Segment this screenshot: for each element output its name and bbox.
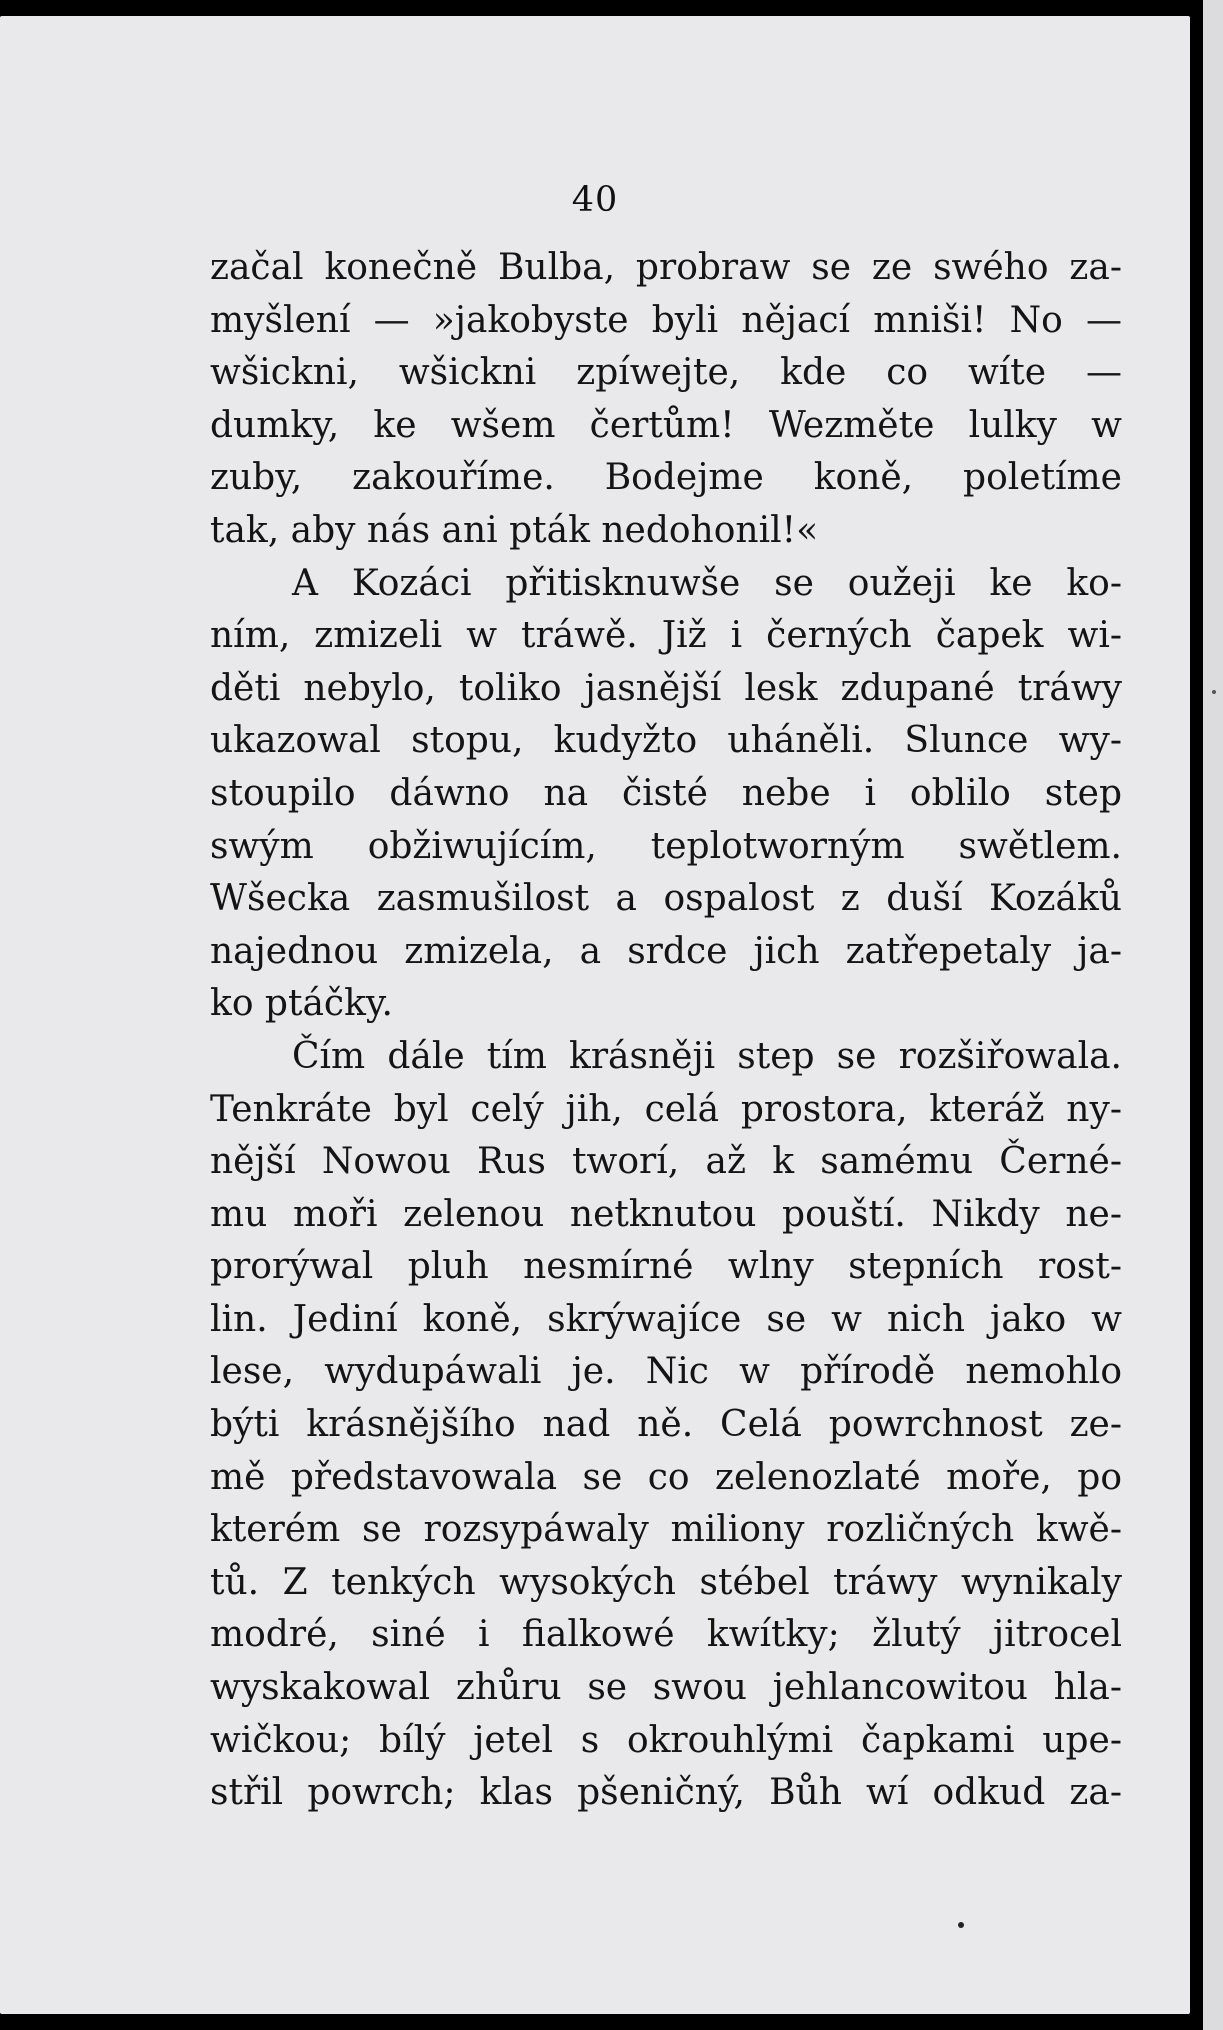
text-line-21: lin. Jediní koně, skrýwajíce se w nich jako w xyxy=(210,1298,1122,1340)
text-line-13: Wšecka zasmušilost a ospalost z duší Kozáků xyxy=(210,878,1122,920)
text-line-5: zuby, zakouříme. Bodejme koně, poletíme xyxy=(210,457,1122,499)
text-line-2: myšlení — »jakobyste byli nějací mniši! No — xyxy=(210,299,1122,341)
text-line-23: býti krásnějšího nad ně. Celá powrchnost ze- xyxy=(210,1404,1122,1446)
text-line-11: stoupilo dáwno na čisté nebe i oblilo step xyxy=(210,772,1122,814)
text-line-9: děti nebylo, toliko jasnější lesk zdupané tráwy xyxy=(210,667,1122,709)
text-line-6: tak, aby nás ani pták nedohonil!« xyxy=(210,509,819,551)
text-line-25: kterém se rozsypáwaly miliony rozličných kwě- xyxy=(210,1509,1122,1551)
text-line-24: mě představowala se co zelenozlaté moře, po xyxy=(210,1456,1122,1498)
text-line-7: A Kozáci přitisknuwše se oužeji ke ko- xyxy=(292,562,1122,604)
text-line-18: nější Nowou Rus tworí, až k samému Černé- xyxy=(210,1141,1122,1183)
text-line-10: ukazowal stopu, kudyžto uháněli. Slunce wy- xyxy=(210,720,1122,762)
text-line-30: střil powrch; klas pšeničný, Bůh wí odkud za- xyxy=(210,1772,1122,1814)
adjacent-page-edge xyxy=(1203,0,1223,2030)
page-number: 40 xyxy=(571,180,619,220)
text-line-19: mu moři zelenou netknutou pouští. Nikdy ne- xyxy=(210,1193,1122,1235)
text-line-14: najednou zmizela, a srdce jich zatřepetaly ja- xyxy=(210,930,1122,972)
text-line-27: modré, siné i fialkowé kwítky; žlutý jitrocel xyxy=(210,1614,1122,1656)
text-line-29: wičkou; bílý jetel s okrouhlými čapkami upe- xyxy=(210,1719,1122,1761)
text-line-28: wyskakowal zhůru se swou jehlancowitou hla- xyxy=(210,1667,1122,1709)
text-line-22: lese, wydupáwali je. Nic w přírodě nemohlo xyxy=(210,1351,1122,1393)
text-line-12: swým obžiwujícím, teplotworným swětlem. xyxy=(210,825,1122,867)
text-line-16: Čím dále tím krásněji step se rozšiřowala. xyxy=(292,1035,1122,1077)
ink-speck xyxy=(1212,690,1216,694)
text-line-8: ním, zmizeli w tráwě. Již i černých čapek wi- xyxy=(210,615,1122,657)
text-line-20: prorýwal pluh nesmírné wlny stepních rost- xyxy=(210,1246,1122,1288)
text-line-26: tů. Z tenkých wysokých stébel tráwy wynikaly xyxy=(210,1561,1122,1603)
ink-speck xyxy=(958,1922,964,1928)
text-line-15: ko ptáčky. xyxy=(210,983,393,1025)
body-text xyxy=(210,242,1122,1820)
text-line-17: Tenkráte byl celý jih, celá prostora, kteráž ny- xyxy=(210,1088,1122,1130)
text-line-1: začal konečně Bulba, probraw se ze swého za- xyxy=(210,247,1122,288)
text-line-4: dumky, ke wšem čertům! Wezměte lulky w xyxy=(210,404,1122,446)
text-line-3: wšickni, wšickni zpíwejte, kde co wíte — xyxy=(210,352,1122,394)
